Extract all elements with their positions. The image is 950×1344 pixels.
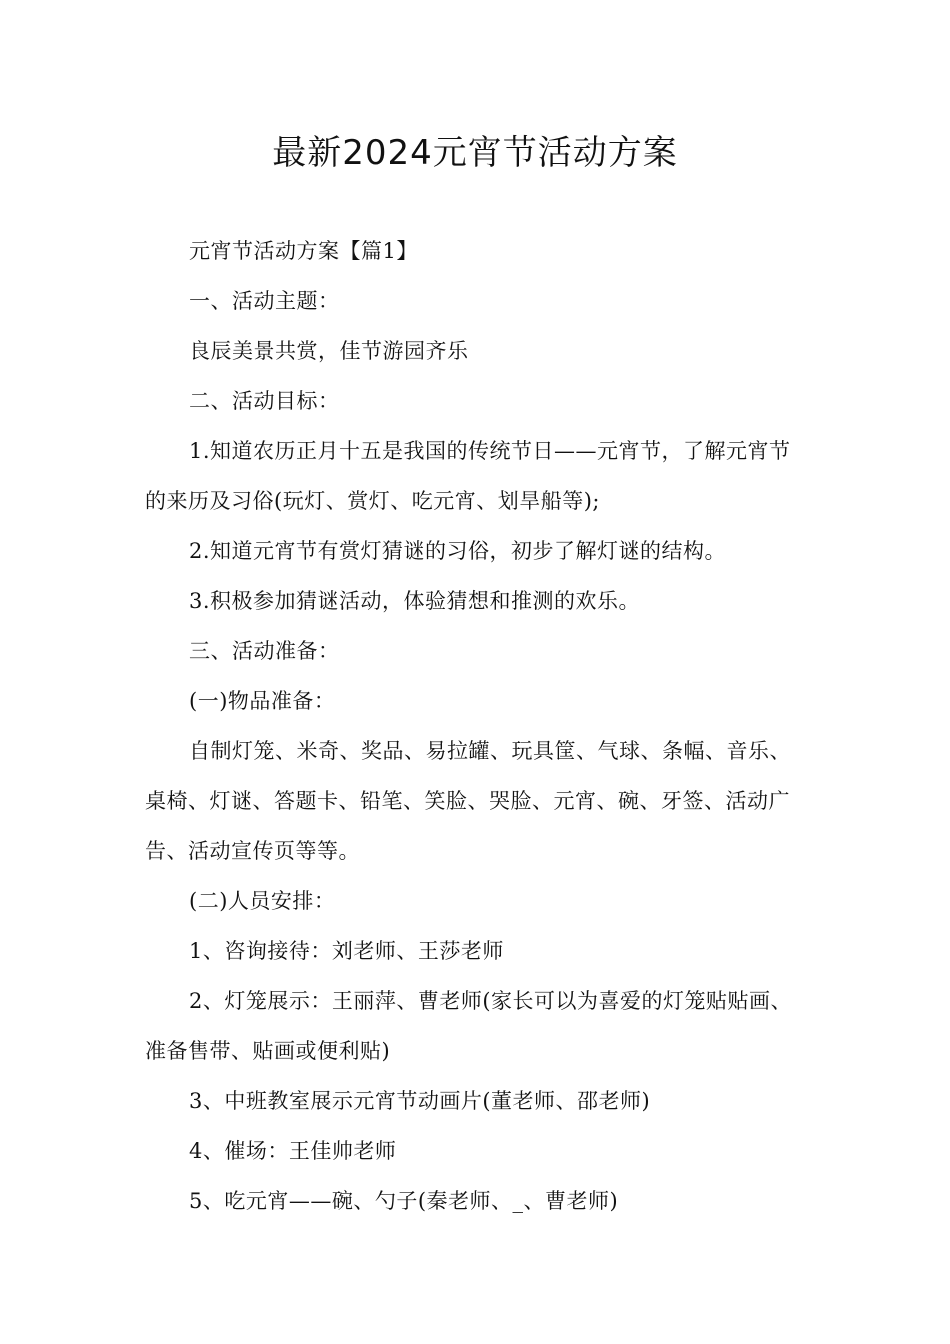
paragraph-section-goals: 二、活动目标： [189,389,340,413]
paragraph-goal-2: 2.知道元宵节有赏灯猜谜的习俗，初步了解灯谜的结构。 [189,539,727,563]
paragraph-staff-1: 1、咨询接待：刘老师、王莎老师 [189,939,504,963]
paragraph-materials-list: 自制灯笼、米奇、奖品、易拉罐、玩具筐、气球、条幅、音乐、桌椅、灯谜、答题卡、铅笔、笑脸、哭脸、元宵、碗、牙签、活动广告、活动宣传页等等。 [145,739,791,863]
paragraph-goal-1: 1.知道农历正月十五是我国的传统节日——元宵节，了解元宵节的来历及习俗(玩灯、赏灯、吃元宵、划旱船等); [145,439,791,513]
paragraph-subsection-staff: (二)人员安排： [189,889,336,913]
paragraph-theme-text: 良辰美景共赏，佳节游园齐乐 [189,339,469,363]
paragraph-goal-3: 3.积极参加猜谜活动，体验猜想和推测的欢乐。 [189,589,641,613]
paragraph-heading-part1: 元宵节活动方案【篇1】 [189,239,418,263]
document-title: 最新2024元宵节活动方案 [272,133,678,173]
paragraph-staff-2: 2、灯笼展示：王丽萍、曹老师(家长可以为喜爱的灯笼贴贴画、准备售带、贴画或便利贴) [145,989,793,1063]
document-body [145,226,810,1226]
paragraph-subsection-materials: (一)物品准备： [189,689,336,713]
paragraph-staff-4: 4、催场：王佳帅老师 [189,1139,397,1163]
paragraph-section-preparation: 三、活动准备： [189,639,340,663]
paragraph-staff-5: 5、吃元宵——碗、勺子(秦老师、_、曹老师) [189,1189,619,1213]
paragraph-staff-3: 3、中班教室展示元宵节动画片(董老师、邵老师) [189,1089,651,1113]
paragraph-section-theme: 一、活动主题： [189,289,340,313]
